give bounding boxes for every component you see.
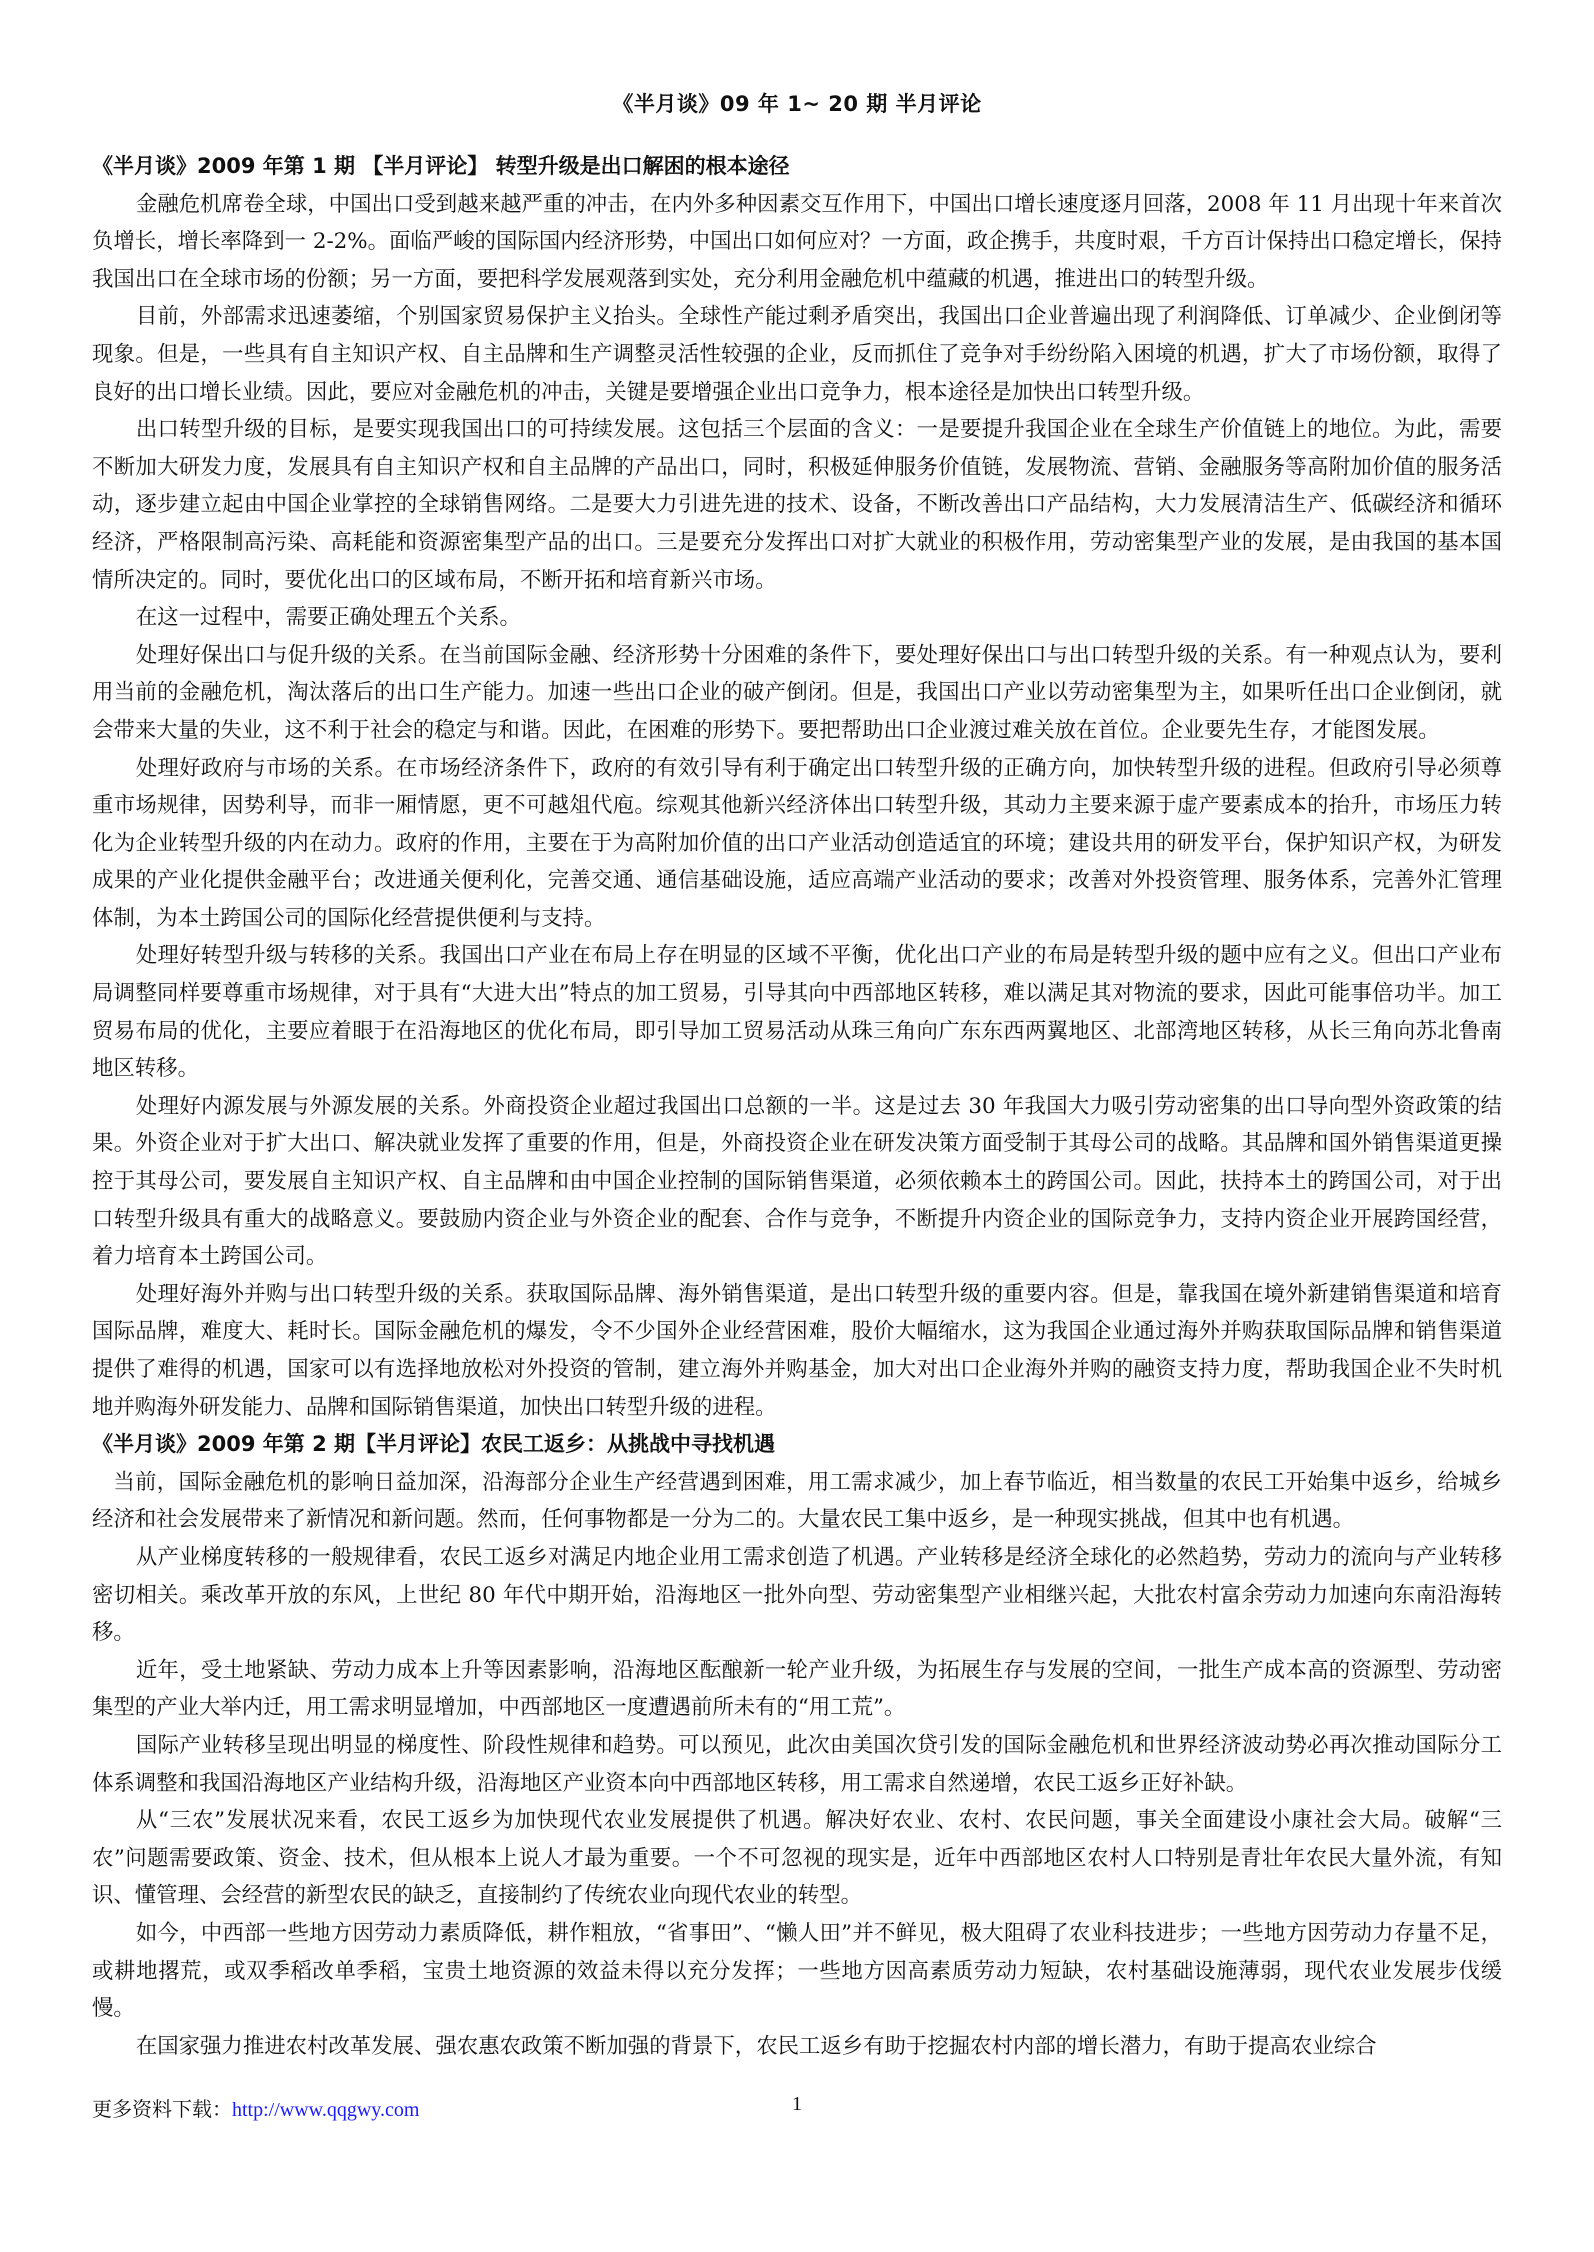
article-heading: 《半月谈》2009 年第 2 期【半月评论】农民工返乡：从挑战中寻找机遇 <box>92 1432 775 1457</box>
document-title: 《半月谈》09 年 1~ 20 期 半月评论 <box>612 92 982 116</box>
paragraph: 当前，国际金融危机的影响日益加深，沿海部分企业生产经营遇到困难，用工需求减少，加上春节临近，相当数量的农民工开始集中返乡，给城乡经济和社会发展带来了新情况和新问题。然而，任何事物都是一分为二的。大量农民工集中返乡，是一种现实挑战，但其中也有机遇。 <box>92 1469 1502 1533</box>
paragraph: 国际产业转移呈现出明显的梯度性、阶段性规律和趋势。可以预见，此次由美国次贷引发的国际金融危机和世界经济波动势必再次推动国际分工体系调整和我国沿海地区产业结构升级，沿海地区产业资本向中西部地区转移，用工需求自然递增，农民工返乡正好补缺。 <box>92 1732 1502 1796</box>
paragraph: 近年，受土地紧缺、劳动力成本上升等因素影响，沿海地区酝酿新一轮产业升级，为拓展生存与发展的空间，一批生产成本高的资源型、劳动密集型的产业大举内迁，用工需求明显增加，中西部地区一度遭遇前所未有的“用工荒”。 <box>92 1657 1502 1721</box>
paragraph: 如今，中西部一些地方因劳动力素质降低，耕作粗放，“省事田”、“懒人田”并不鲜见，极大阻碍了农业科技进步；一些地方因劳动力存量不足，或耕地撂荒，或双季稻改单季稻，宝贵土地资源的效益未得以充分发挥；一些地方因高素质劳动力短缺，农村基础设施薄弱，现代农业发展步伐缓慢。 <box>92 1920 1502 2022</box>
paragraph: 出口转型升级的目标，是要实现我国出口的可持续发展。这包括三个层面的含义：一是要提升我国企业在全球生产价值链上的地位。为此，需要不断加大研发力度，发展具有自主知识产权和自主品牌的产品出口，同时，积极延伸服务价值链，发展物流、营销、金融服务等高附加价值的服务活动，逐步建立起由中国企业掌控的全球销售网络。二是要大力引进先进的技术、设备，不断改善出口产品结构，大力发展清洁生产、低碳经济和循环经济，严格限制高污染、高耗能和资源密集型产品的出口。三是要充分发挥出口对扩大就业的积极作用，劳动密集型产业的发展，是由我国的基本国情所决定的。同时，要优化出口的区域布局，不断开拓和培育新兴市场。 <box>92 417 1502 593</box>
page-number: 1 <box>792 2093 802 2115</box>
paragraph: 从产业梯度转移的一般规律看，农民工返乡对满足内地企业用工需求创造了机遇。产业转移是经济全球化的必然趋势，劳动力的流向与产业转移密切相关。乘改革开放的东风，上世纪 80 年代中期开始，沿海地区一批外向型、劳动密集型产业相继兴起，大批农村富余劳动力加速向东南沿海转移。 <box>92 1544 1502 1646</box>
paragraph: 处理好政府与市场的关系。在市场经济条件下，政府的有效引导有利于确定出口转型升级的正确方向，加快转型升级的进程。但政府引导必须尊重市场规律，因势利导，而非一厢情愿，更不可越俎代庖。综观其他新兴经济体出口转型升级，其动力主要来源于虚产要素成本的抬升，市场压力转化为企业转型升级的内在动力。政府的作用，主要在于为高附加价值的出口产业活动创造适宜的环境；建设共用的研发平台，保护知识产权，为研发成果的产业化提供金融平台；改进通关便利化，完善交通、通信基础设施，适应高端产业活动的要求；改善对外投资管理、服务体系，完善外汇管理体制，为本土跨国公司的国际化经营提供便利与支持。 <box>92 755 1502 931</box>
paragraph: 金融危机席卷全球，中国出口受到越来越严重的冲击，在内外多种因素交互作用下，中国出口增长速度逐月回落，2008 年 11 月出现十年来首次负增长，增长率降到一 2-2%。面临严峻的国际国内经济形势，中国出口如何应对？一方面，政企携手，共度时艰，千方百计保持出口稳定增长，保持我国出口在全球市场的份额；另一方面，要把科学发展观落到实处，充分利用金融危机中蕴藏的机遇，推进出口的转型升级。 <box>92 191 1502 292</box>
footer-label: 更多资料下载： <box>92 2099 232 2121</box>
paragraph: 处理好海外并购与出口转型升级的关系。获取国际品牌、海外销售渠道，是出口转型升级的重要内容。但是，靠我国在境外新建销售渠道和培育国际品牌，难度大、耗时长。国际金融危机的爆发，令不少国外企业经营困难，股价大幅缩水，这为我国企业通过海外并购获取国际品牌和销售渠道提供了难得的机遇，国家可以有选择地放松对外投资的管制，建立海外并购基金，加大对出口企业海外并购的融资支持力度，帮助我国企业不失时机地并购海外研发能力、品牌和国际销售渠道，加快出口转型升级的进程。 <box>92 1281 1502 1420</box>
article-heading: 《半月谈》2009 年第 1 期 【半月评论】 转型升级是出口解困的根本途径 <box>92 154 790 178</box>
document-body <box>92 148 1502 2065</box>
paragraph: 在这一过程中，需要正确处理五个关系。 <box>135 605 521 631</box>
paragraph: 处理好转型升级与转移的关系。我国出口产业在布局上存在明显的区域不平衡，优化出口产业的布局是转型升级的题中应有之义。但出口产业布局调整同样要尊重市场规律，对于具有“大进大出”特点的加工贸易，引导其向中西部地区转移，难以满足其对物流的要求，因此可能事倍功半。加工贸易布局的优化，主要应着眼于在沿海地区的优化布局，即引导加工贸易活动从珠三角向广东东西两翼地区、北部湾地区转移，从长三角向苏北鲁南地区转移。 <box>92 943 1502 1082</box>
article-2 <box>92 1426 1502 2065</box>
paragraph: 处理好保出口与促升级的关系。在当前国际金融、经济形势十分困难的条件下，要处理好保出口与出口转型升级的关系。有一种观点认为，要利用当前的金融危机，淘汰落后的出口生产能力。加速一些出口企业的破产倒闭。但是，我国出口产业以劳动密集型为主，如果听任出口企业倒闭，就会带来大量的失业，这不利于社会的稳定与和谐。因此，在困难的形势下。要把帮助出口企业渡过难关放在首位。企业要先生存，才能图发展。 <box>92 642 1502 743</box>
paragraph: 从“三农”发展状况来看，农民工返乡为加快现代农业发展提供了机遇。解决好农业、农村、农民问题，事关全面建设小康社会大局。破解“三农”问题需要政策、资金、技术，但从根本上说人才最为重要。一个不可忽视的现实是，近年中西部地区农村人口特别是青壮年农民大量外流，有知识、懂管理、会经营的新型农民的缺乏，直接制约了传统农业向现代农业的转型。 <box>92 1808 1502 1909</box>
footer-url-link[interactable]: http://www.qqgwy.com <box>232 2099 420 2121</box>
article-1 <box>92 148 1502 1426</box>
paragraph: 处理好内源发展与外源发展的关系。外商投资企业超过我国出口总额的一半。这是过去 30 年我国大力吸引劳动密集的出口导向型外资政策的结果。外资企业对于扩大出口、解决就业发挥了重要的作用，但是，外商投资企业在研发决策方面受制于其母公司的战略。其品牌和国外销售渠道更操控于其母公司，要发展自主知识产权、自主品牌和由中国企业控制的国际销售渠道，必须依赖本土的跨国公司。因此，扶持本土的跨国公司，对于出口转型升级具有重大的战略意义。要鼓励内资企业与外资企业的配套、合作与竞争，不断提升内资企业的国际竞争力，支持内资企业开展跨国经营，着力培育本土跨国公司。 <box>92 1093 1502 1270</box>
paragraph: 在国家强力推进农村改革发展、强农惠农政策不断加强的背景下，农民工返乡有助于挖掘农村内部的增长潜力，有助于提高农业综合 <box>135 2033 1377 2059</box>
footer-download <box>92 2093 419 2122</box>
paragraph: 目前，外部需求迅速萎缩，个别国家贸易保护主义抬头。全球性产能过剩矛盾突出，我国出口企业普遍出现了利润降低、订单减少、企业倒闭等现象。但是，一些具有自主知识产权、自主品牌和生产调整灵活性较强的企业，反而抓住了竞争对手纷纷陷入困境的机遇，扩大了市场份额，取得了良好的出口增长业绩。因此，要应对金融危机的冲击，关键是要增强企业出口竞争力，根本途径是加快出口转型升级。 <box>92 304 1502 405</box>
